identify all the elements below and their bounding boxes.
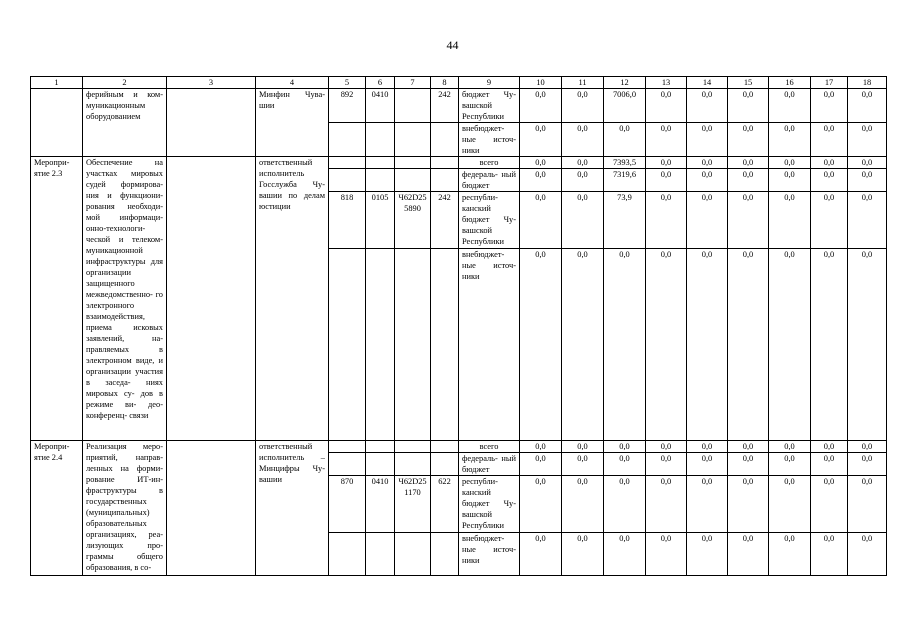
value-cell: 0,0 — [604, 533, 646, 576]
empty-cell — [167, 157, 256, 441]
value-cell: 0,0 — [848, 169, 887, 192]
value-cell: 0,0 — [562, 441, 604, 453]
value-cell: 0,0 — [848, 123, 887, 157]
rz-pr-code — [366, 249, 395, 441]
grbs-code — [329, 533, 366, 576]
value-cell: 0,0 — [604, 441, 646, 453]
value-cell: 0,0 — [687, 249, 728, 441]
budget-table — [30, 76, 887, 576]
csr-code — [395, 249, 431, 441]
value-cell: 0,0 — [687, 157, 728, 169]
vr-code — [431, 169, 459, 192]
value-cell: 0,0 — [769, 249, 811, 441]
vr-code — [431, 123, 459, 157]
header-cell: 1 — [31, 77, 83, 89]
rz-pr-code: 0410 — [366, 476, 395, 533]
header-cell: 16 — [769, 77, 811, 89]
csr-code — [395, 533, 431, 576]
header-cell: 9 — [459, 77, 520, 89]
header-cell: 3 — [167, 77, 256, 89]
value-cell: 0,0 — [848, 89, 887, 123]
value-cell: 0,0 — [520, 453, 562, 476]
rz-pr-code: 0410 — [366, 89, 395, 123]
value-cell: 0,0 — [562, 249, 604, 441]
funding-source: внебюджет- ные источ- ники — [459, 533, 520, 576]
funding-source: республи- канский бюджет Чу- вашской Республики — [459, 192, 520, 249]
csr-code — [395, 453, 431, 476]
value-cell: 0,0 — [562, 123, 604, 157]
table-row — [31, 441, 887, 453]
value-cell: 0,0 — [646, 453, 687, 476]
rz-pr-code: 0105 — [366, 192, 395, 249]
vr-code — [431, 533, 459, 576]
value-cell: 0,0 — [687, 89, 728, 123]
funding-source: всего — [459, 441, 520, 453]
value-cell: 0,0 — [728, 192, 769, 249]
value-cell: 0,0 — [520, 89, 562, 123]
value-cell: 0,0 — [728, 123, 769, 157]
vr-code — [431, 453, 459, 476]
value-cell: 7319,6 — [604, 169, 646, 192]
value-cell: 0,0 — [646, 192, 687, 249]
header-cell: 8 — [431, 77, 459, 89]
grbs-code — [329, 453, 366, 476]
rz-pr-code — [366, 441, 395, 453]
value-cell: 0,0 — [646, 89, 687, 123]
value-cell: 0,0 — [646, 249, 687, 441]
value-cell: 0,0 — [848, 476, 887, 533]
value-cell: 0,0 — [520, 123, 562, 157]
grbs-code — [329, 169, 366, 192]
csr-code — [395, 123, 431, 157]
header-cell: 15 — [728, 77, 769, 89]
value-cell: 0,0 — [687, 453, 728, 476]
value-cell: 0,0 — [811, 453, 848, 476]
rz-pr-code — [366, 169, 395, 192]
grbs-code: 818 — [329, 192, 366, 249]
value-cell: 0,0 — [848, 441, 887, 453]
measure-number: Меропри- ятие 2.3 — [31, 157, 83, 441]
csr-code: Ч62D25 5890 — [395, 192, 431, 249]
rz-pr-code — [366, 533, 395, 576]
header-cell: 4 — [256, 77, 329, 89]
value-cell: 0,0 — [604, 476, 646, 533]
value-cell: 0,0 — [687, 441, 728, 453]
value-cell: 0,0 — [811, 157, 848, 169]
value-cell: 0,0 — [728, 169, 769, 192]
vr-code: 242 — [431, 89, 459, 123]
value-cell: 0,0 — [848, 157, 887, 169]
value-cell: 7393,5 — [604, 157, 646, 169]
value-cell: 0,0 — [769, 192, 811, 249]
csr-code — [395, 157, 431, 169]
funding-source: республи- канский бюджет Чу- вашской Республики — [459, 476, 520, 533]
value-cell: 0,0 — [687, 123, 728, 157]
header-row — [31, 77, 887, 89]
value-cell: 0,0 — [687, 533, 728, 576]
value-cell: 0,0 — [646, 123, 687, 157]
value-cell: 0,0 — [848, 249, 887, 441]
value-cell: 0,0 — [769, 123, 811, 157]
measure-description: ферийным и ком- муникационным оборудованием — [83, 89, 167, 157]
header-cell: 7 — [395, 77, 431, 89]
measure-description: Реализация меро- приятий, направ- ленных на форми- рование ИТ-ин- фраструктуры в государственных (муниципальных) образовательных организациях, реа- лизующих про- граммы общего образования, в со- — [83, 441, 167, 576]
header-cell: 12 — [604, 77, 646, 89]
value-cell: 0,0 — [520, 169, 562, 192]
grbs-code: 870 — [329, 476, 366, 533]
value-cell: 0,0 — [604, 123, 646, 157]
value-cell: 0,0 — [728, 476, 769, 533]
header-cell: 14 — [687, 77, 728, 89]
value-cell: 0,0 — [811, 533, 848, 576]
value-cell: 0,0 — [562, 533, 604, 576]
value-cell: 0,0 — [811, 123, 848, 157]
header-cell: 10 — [520, 77, 562, 89]
value-cell: 0,0 — [646, 169, 687, 192]
csr-code — [395, 169, 431, 192]
vr-code: 622 — [431, 476, 459, 533]
value-cell: 0,0 — [562, 157, 604, 169]
funding-source: внебюджет- ные источ- ники — [459, 249, 520, 441]
executor: ответственный исполнитель – Минцифры Чу- вашии — [256, 441, 329, 576]
value-cell: 0,0 — [646, 533, 687, 576]
table-row — [31, 157, 887, 169]
value-cell: 0,0 — [604, 453, 646, 476]
vr-code: 242 — [431, 192, 459, 249]
value-cell: 0,0 — [728, 249, 769, 441]
header-cell: 6 — [366, 77, 395, 89]
value-cell: 0,0 — [562, 89, 604, 123]
value-cell: 0,0 — [728, 441, 769, 453]
value-cell: 0,0 — [646, 157, 687, 169]
funding-source: бюджет Чу- вашской Республики — [459, 89, 520, 123]
value-cell: 0,0 — [811, 89, 848, 123]
value-cell: 0,0 — [811, 249, 848, 441]
header-cell: 11 — [562, 77, 604, 89]
value-cell: 0,0 — [604, 249, 646, 441]
value-cell: 0,0 — [520, 249, 562, 441]
value-cell: 7006,0 — [604, 89, 646, 123]
executor: ответственный исполнитель Госслужба Чу- вашии по делам юстиции — [256, 157, 329, 441]
value-cell: 0,0 — [520, 441, 562, 453]
value-cell: 0,0 — [728, 533, 769, 576]
value-cell: 0,0 — [562, 476, 604, 533]
value-cell: 0,0 — [811, 169, 848, 192]
page-number: 44 — [446, 38, 459, 52]
value-cell: 0,0 — [848, 453, 887, 476]
grbs-code — [329, 249, 366, 441]
value-cell: 0,0 — [769, 533, 811, 576]
value-cell: 0,0 — [520, 157, 562, 169]
value-cell: 0,0 — [562, 169, 604, 192]
value-cell: 0,0 — [811, 441, 848, 453]
value-cell: 0,0 — [687, 169, 728, 192]
funding-source: федераль- ный бюджет — [459, 453, 520, 476]
value-cell: 0,0 — [848, 192, 887, 249]
value-cell: 0,0 — [769, 169, 811, 192]
funding-source: внебюджет- ные источ- ники — [459, 123, 520, 157]
value-cell: 0,0 — [769, 441, 811, 453]
vr-code — [431, 249, 459, 441]
header-cell: 5 — [329, 77, 366, 89]
vr-code — [431, 441, 459, 453]
value-cell: 0,0 — [646, 476, 687, 533]
value-cell: 0,0 — [769, 476, 811, 533]
value-cell: 0,0 — [769, 89, 811, 123]
measure-number: Меропри- ятие 2.4 — [31, 441, 83, 576]
grbs-code — [329, 157, 366, 169]
funding-source: всего — [459, 157, 520, 169]
value-cell: 0,0 — [520, 192, 562, 249]
value-cell: 0,0 — [520, 476, 562, 533]
grbs-code — [329, 123, 366, 157]
csr-code — [395, 89, 431, 123]
empty-cell — [167, 89, 256, 157]
header-cell: 2 — [83, 77, 167, 89]
value-cell: 0,0 — [811, 476, 848, 533]
csr-code: Ч62D25 1170 — [395, 476, 431, 533]
table-row — [31, 89, 887, 123]
value-cell: 0,0 — [769, 453, 811, 476]
value-cell: 0,0 — [562, 453, 604, 476]
value-cell: 0,0 — [769, 157, 811, 169]
value-cell: 0,0 — [520, 533, 562, 576]
value-cell: 0,0 — [687, 192, 728, 249]
grbs-code — [329, 441, 366, 453]
header-cell: 13 — [646, 77, 687, 89]
value-cell: 0,0 — [562, 192, 604, 249]
empty-cell — [167, 441, 256, 576]
rz-pr-code — [366, 157, 395, 169]
funding-source: федераль- ный бюджет — [459, 169, 520, 192]
grbs-code: 892 — [329, 89, 366, 123]
value-cell: 0,0 — [687, 476, 728, 533]
csr-code — [395, 441, 431, 453]
executor: Минфин Чува- шии — [256, 89, 329, 157]
value-cell: 0,0 — [728, 89, 769, 123]
measure-description: Обеспечение на участках мировых судей формирова- ния и функциони- рования необходи- мой информаци- онно-технологи- ческой и телеком- муникационной инфраструктуры для организации защищенного межведомственно- го электронного взаимодействия, приема исковых заявлений, на- правляемых в электронном виде, и организации участия в заседа- ниях мировых су- дов в режиме ви- део-конференц- связи — [83, 157, 167, 441]
vr-code — [431, 157, 459, 169]
value-cell: 0,0 — [728, 453, 769, 476]
value-cell: 0,0 — [848, 533, 887, 576]
value-cell: 0,0 — [646, 441, 687, 453]
value-cell: 0,0 — [811, 192, 848, 249]
header-cell: 17 — [811, 77, 848, 89]
rz-pr-code — [366, 453, 395, 476]
value-cell: 0,0 — [728, 157, 769, 169]
rz-pr-code — [366, 123, 395, 157]
value-cell: 73,9 — [604, 192, 646, 249]
measure-number — [31, 89, 83, 157]
header-cell: 18 — [848, 77, 887, 89]
